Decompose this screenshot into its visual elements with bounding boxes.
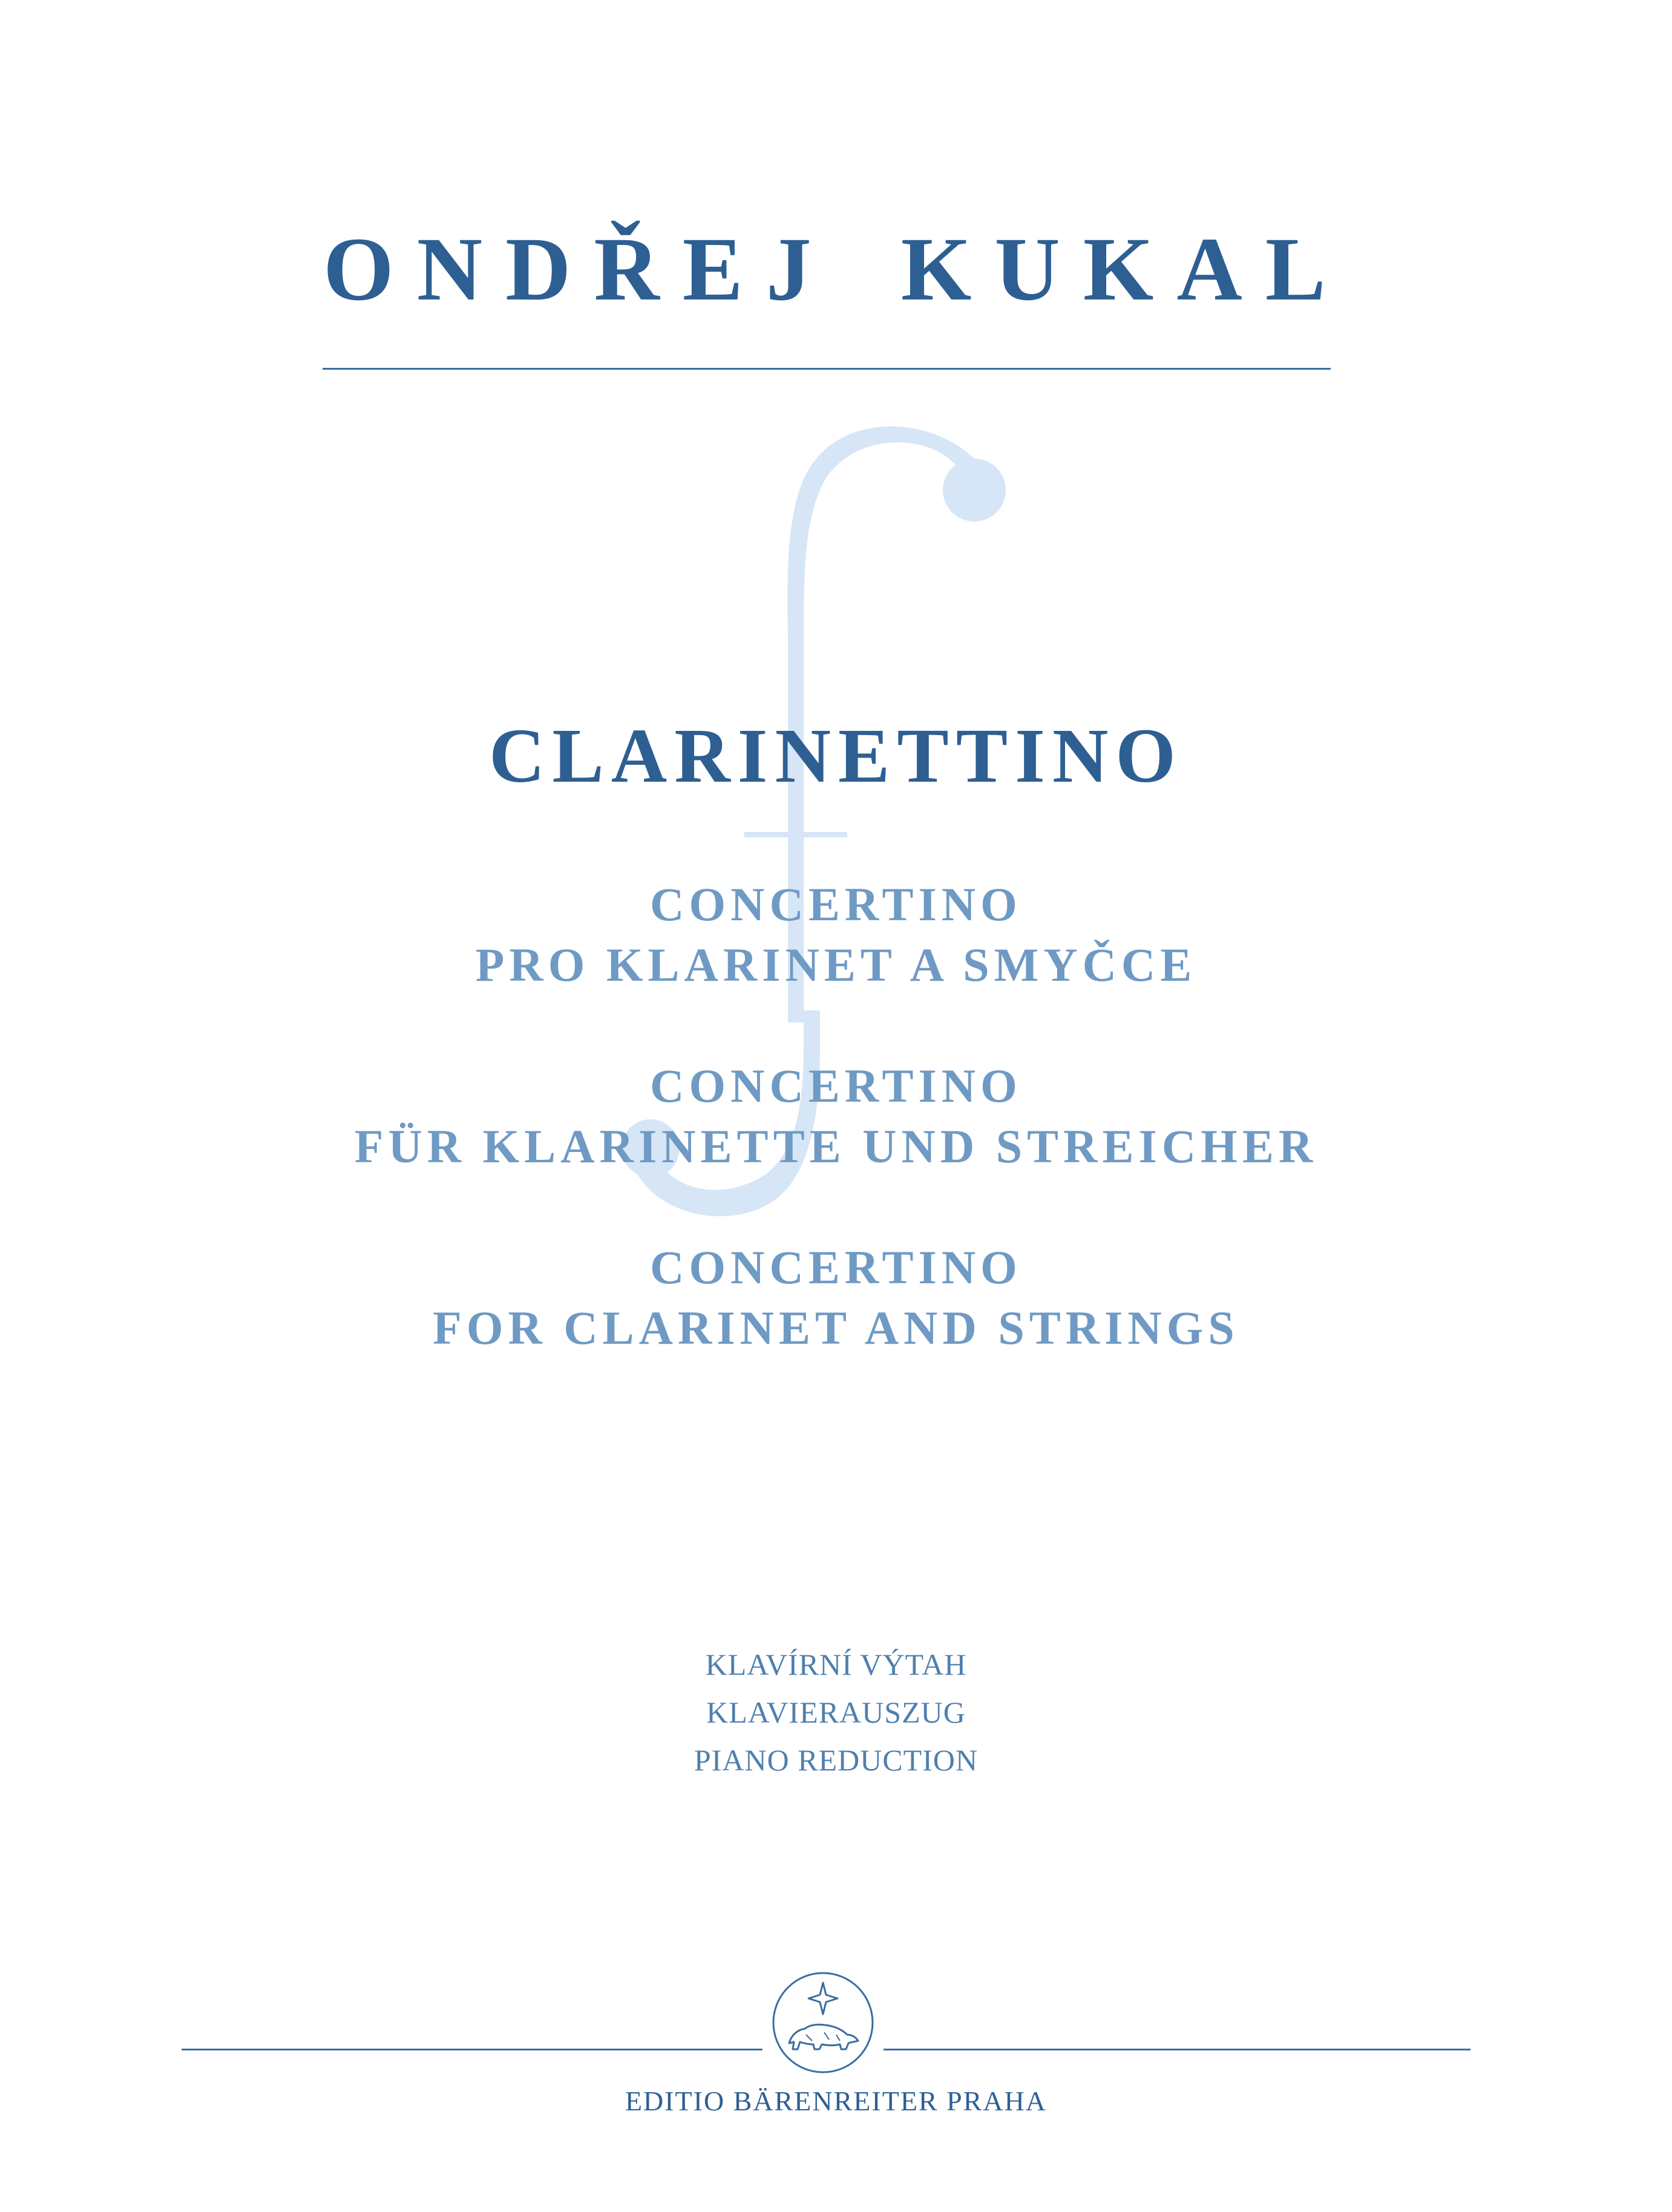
subtitle-czech-line2: PRO KLARINET A SMYČCE (475, 938, 1197, 991)
subtitle-german-line1: CONCERTINO (650, 1059, 1022, 1112)
edition-type-list (0, 1641, 1672, 1784)
subtitle-german-line2: FÜR KLARINETTE UND STREICHER (354, 1120, 1318, 1173)
subtitle-czech-line1: CONCERTINO (650, 878, 1022, 931)
bear-star-logo-icon (770, 1969, 876, 2076)
subtitle-german (0, 1056, 1672, 1177)
subtitle-english-line2: FOR CLARINET AND STRINGS (433, 1301, 1239, 1354)
bottom-divider-right (884, 2049, 1470, 2050)
top-divider (323, 368, 1331, 370)
composer-name (0, 219, 1672, 319)
subtitle-czech (0, 874, 1672, 995)
bottom-divider-left (182, 2049, 762, 2050)
work-title: CLARINETTINO (489, 713, 1183, 799)
edition-type-czech: KLAVÍRNÍ VÝTAH (705, 1648, 967, 1681)
edition-type-german: KLAVIERAUSZUG (706, 1695, 966, 1729)
composer-last-name: KUKAL (900, 219, 1349, 319)
composer-first-name: ONDŘEJ (323, 219, 834, 319)
publisher-name: EDITIO BÄRENREITER PRAHA (625, 2086, 1047, 2116)
subtitle-english-line1: CONCERTINO (650, 1241, 1022, 1294)
subtitle-english (0, 1237, 1672, 1358)
edition-type-english: PIANO REDUCTION (693, 1743, 979, 1777)
